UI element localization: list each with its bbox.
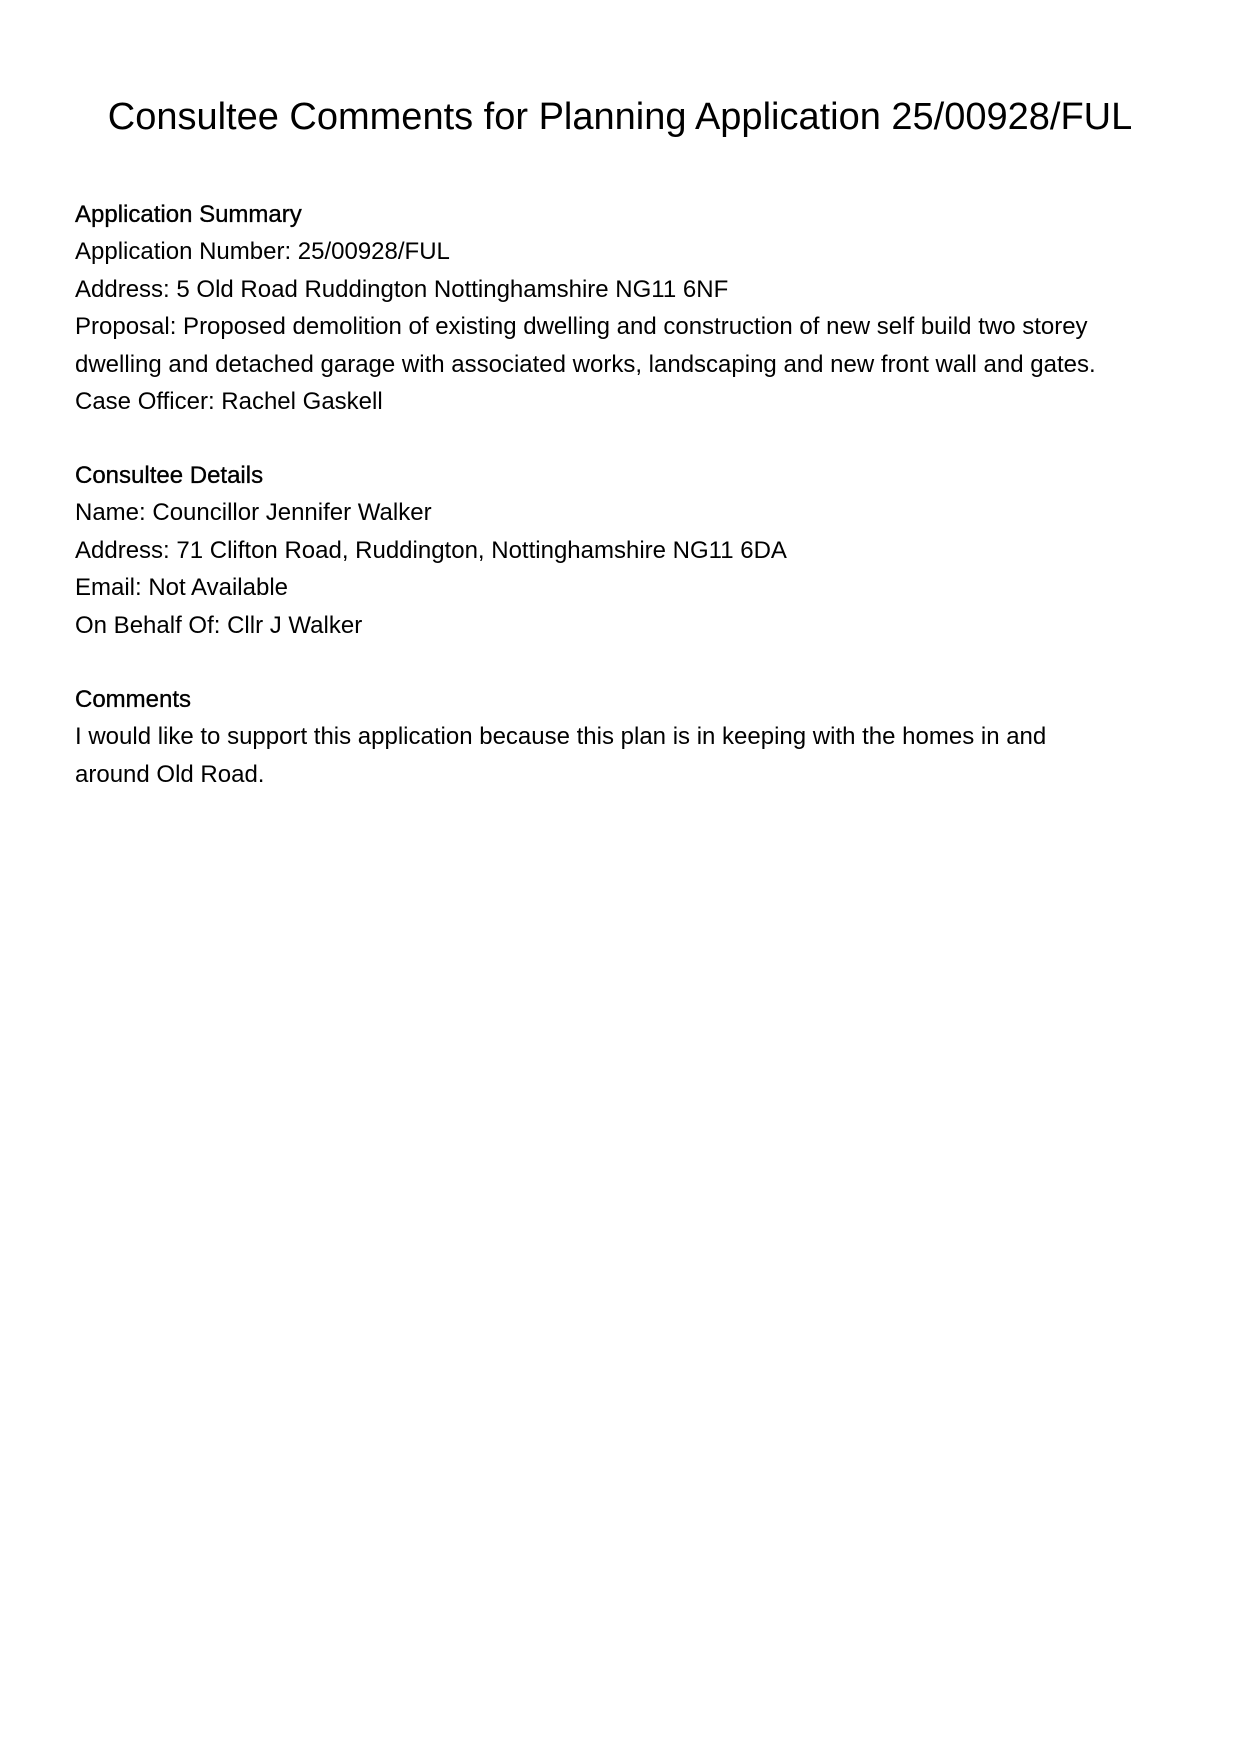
page-title: Consultee Comments for Planning Application 25/00928/FUL xyxy=(107,96,1133,138)
application-number: Application Number: 25/00928/FUL xyxy=(75,238,450,265)
proposal-line-2: dwelling and detached garage with associated works, landscaping and new front wall and gates. xyxy=(75,350,1096,378)
application-address: Address: 5 Old Road Ruddington Nottinghamshire NG11 6NF xyxy=(75,275,729,303)
proposal-line-1: Proposal: Proposed demolition of existing dwelling and construction of new self build two storey xyxy=(75,313,1088,340)
consultee-details-heading: Consultee Details xyxy=(75,462,264,489)
comment-line-1: I would like to support this application because this plan is in keeping with the homes in and xyxy=(75,723,1047,750)
consultee-email: Email: Not Available xyxy=(75,574,288,601)
comment-line-2: around Old Road. xyxy=(75,760,265,788)
consultee-name: Name: Councillor Jennifer Walker xyxy=(75,499,432,526)
consultee-address: Address: 71 Clifton Road, Ruddington, Nottinghamshire NG11 6DA xyxy=(75,536,787,564)
application-summary-heading: Application Summary xyxy=(75,201,302,228)
comments-heading: Comments xyxy=(75,686,192,713)
application-summary-section xyxy=(75,196,1175,421)
consultee-on-behalf-of: On Behalf Of: Cllr J Walker xyxy=(75,611,363,639)
comments-section xyxy=(75,681,1175,793)
case-officer: Case Officer: Rachel Gaskell xyxy=(75,388,383,415)
consultee-details-section xyxy=(75,457,1175,644)
